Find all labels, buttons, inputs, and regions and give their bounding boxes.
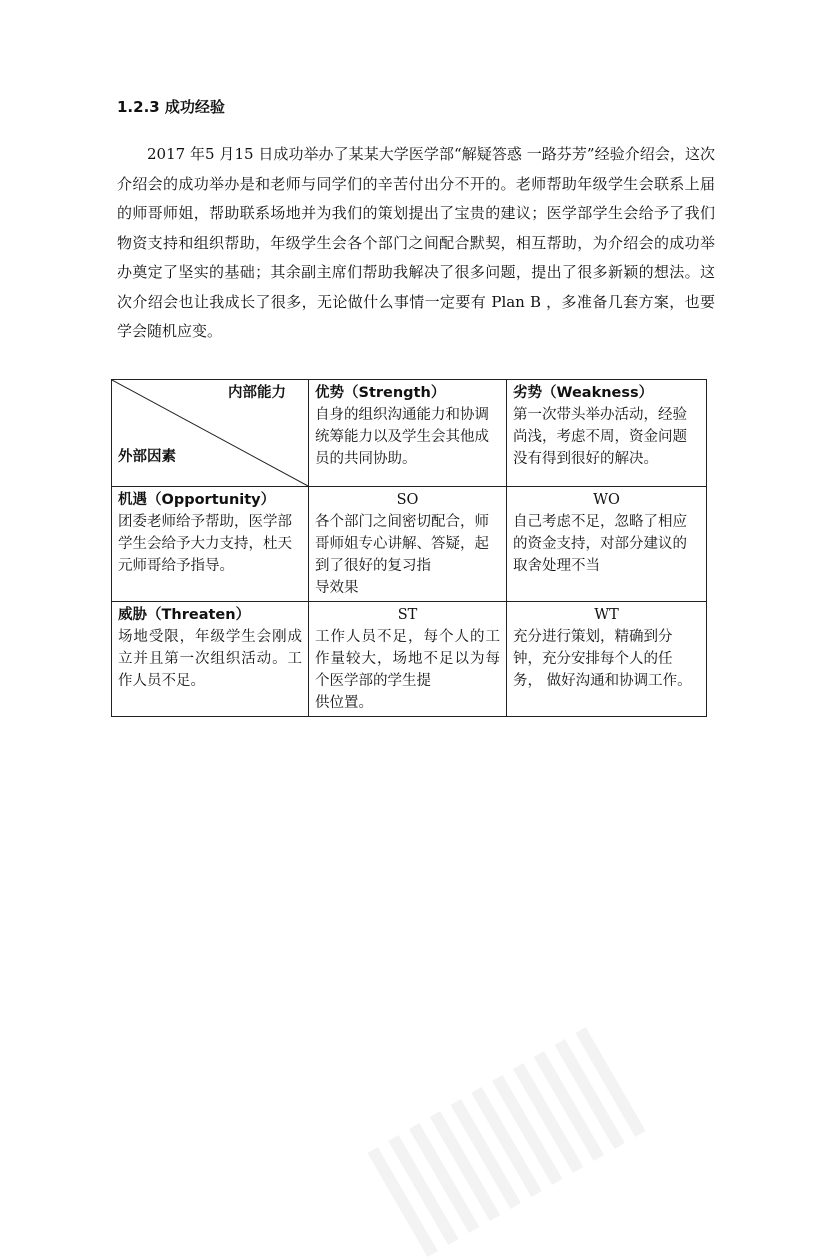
threat-text: 场地受限，年级学生会刚成立并且第一次组织活动。工作人员不足。 [118,629,302,689]
weakness-cell [507,380,707,487]
wt-heading: WT [594,607,619,623]
st-text-line2: 供位置。 [315,695,373,711]
swot-table [111,379,707,717]
st-heading: ST [397,607,418,623]
st-cell [309,602,507,717]
strength-heading: 优势（Strength） [315,385,446,401]
threat-cell [112,602,309,717]
weakness-text: 第一次带头举办活动，经验尚浅，考虑不周，资金问题没有得到很好的解决。 [513,407,687,467]
opportunity-heading: 机遇（Opportunity） [118,492,276,508]
opportunity-cell [112,487,309,602]
st-text-line1: 工作人员不足，每个人的工作量较大，场地不足以为每个医学部的学生提 [315,629,500,689]
section-title: 1.2.3 成功经验 [117,98,225,116]
threat-heading: 威胁（Threaten） [118,607,251,623]
wt-text: 充分进行策划，精确到分钟，充分安排每个人的任务， 做好沟通和协调工作。 [513,629,692,689]
strength-text: 自身的组织沟通能力和协调统筹能力以及学生会其他成员的共同协助。 [315,407,489,467]
wo-heading: WO [593,492,620,508]
wt-cell [507,602,707,717]
body-paragraph: 2017 年5 月15 日成功举办了某某大学医学部“解疑答惑 一路芬芳”经验介绍会，这次介绍会的成功举办是和老师与同学们的辛苦付出分不开的。老师帮助年级学生会联系上届的师哥师姐，帮助联系场地并为我们的策划提出了宝贵的建议；医学部学生会给予了我们物资支持和组织帮助，年级学生会各个部门之间配合默契，相互帮助，为介绍会的成功举办奠定了坚实的基础；其余副主席们帮助我解决了很多问题，提出了很多新颖的想法。这次介绍会也让我成长了很多，无论做什么事情一定要有 Plan B ，多准备几套方案，也要学会随机应变。 [117,145,715,340]
so-text-line2: 导效果 [315,580,359,596]
opportunity-text: 团委老师给予帮助，医学部学生会给予大力支持，杜天元师哥给予指导。 [118,514,292,574]
watermark-bottom [367,1023,652,1257]
external-factors-label: 外部因素 [118,449,176,465]
strength-cell [309,380,507,487]
table-row [112,602,707,717]
so-text-line1: 各个部门之间密切配合，师哥师姐专心讲解、答疑，起到了很好的复习指 [315,514,489,574]
wo-cell [507,487,707,602]
internal-factors-label: 内部能力 [228,385,286,401]
weakness-heading: 劣势（Weakness） [513,385,654,401]
corner-cell [112,380,309,487]
so-heading: SO [396,492,419,508]
wo-text: 自己考虑不足，忽略了相应的资金支持，对部分建议的取舍处理不当 [513,514,687,574]
so-cell [309,487,507,602]
table-row [112,380,707,487]
table-row [112,487,707,602]
